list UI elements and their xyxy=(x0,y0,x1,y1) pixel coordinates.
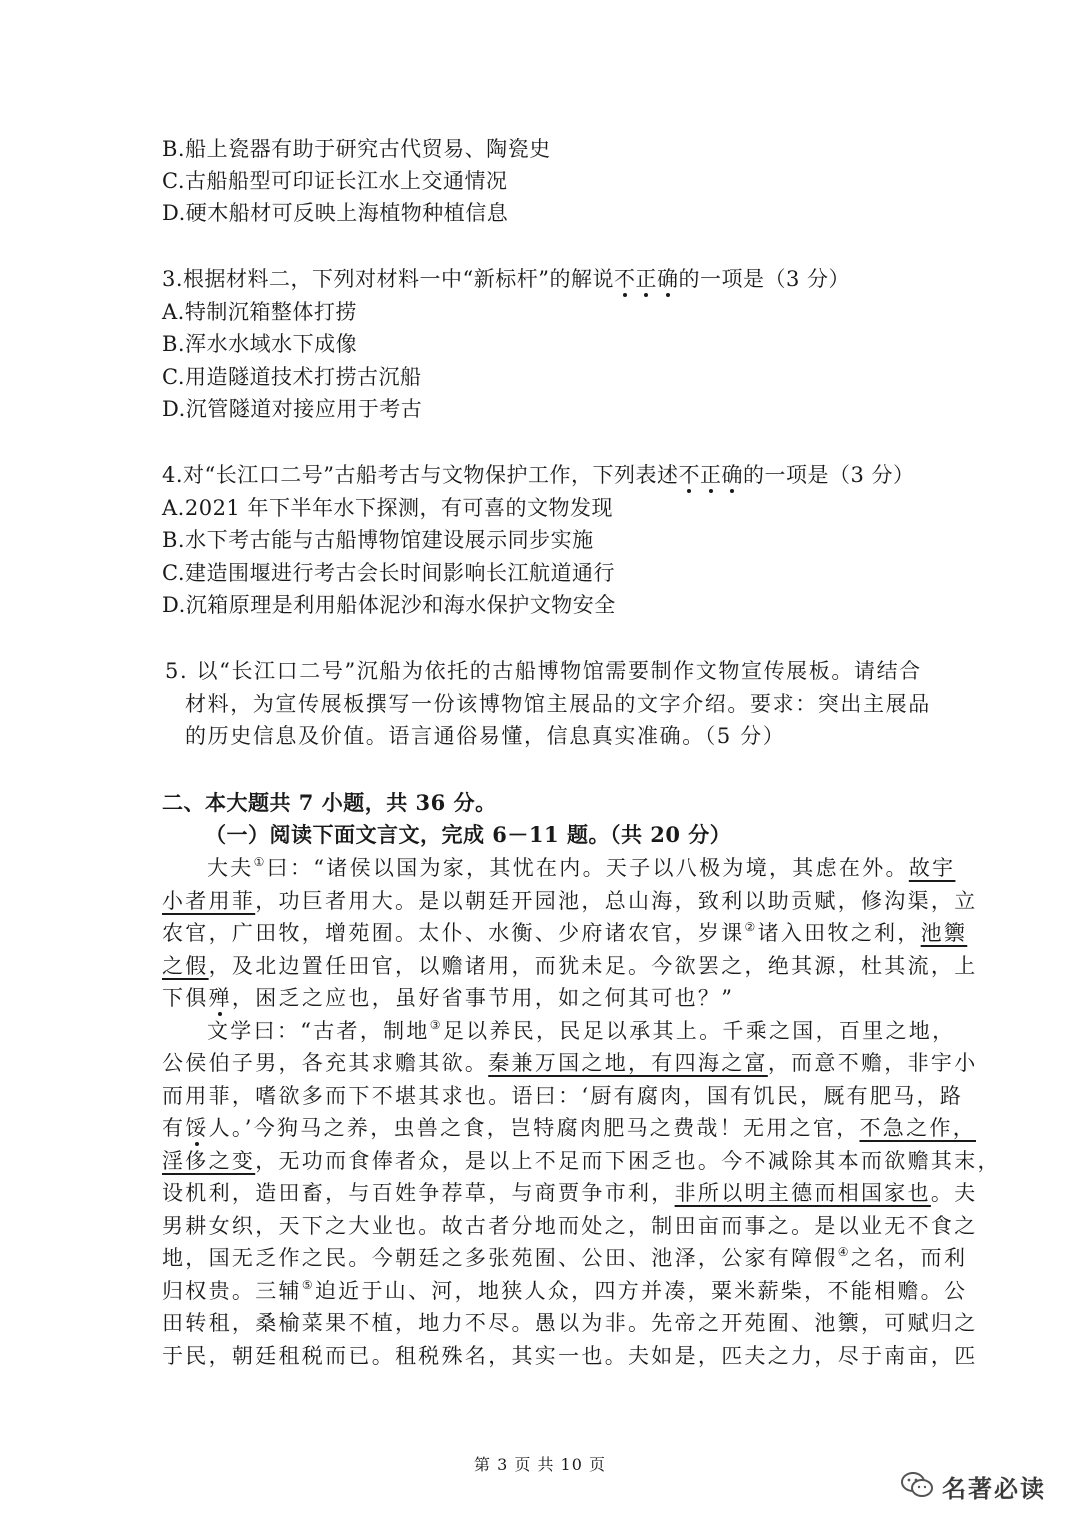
passage-line-11: 设机利，造田畜，与百姓争荐草，与商贾争市利，非所以明主德而相国家也。夫 xyxy=(162,1181,978,1205)
q5-line-3: 的历史信息及价值。语言通俗易懂，信息真实准确。（5 分） xyxy=(185,724,786,748)
emphasis-char: 殚 xyxy=(208,986,232,1010)
emphasis-char: 不 xyxy=(614,267,636,291)
q5-line-1: 5. 以“长江口二号”沉船为依托的古船博物馆需要制作文物宣传展板。请结合 xyxy=(165,659,922,683)
emphasis-char: 确 xyxy=(657,267,679,291)
passage-line-12: 男耕女织，天下之大业也。故古者分地而处之，制田亩而事之。是以业无不食之 xyxy=(162,1214,978,1238)
passage-line-2: 小者用菲，功巨者用大。是以朝廷开园池，总山海，致利以助贡赋，修沟渠，立 xyxy=(162,889,978,913)
passage-line-10: 淫侈之变，无功而食俸者众，是以上不足而下困乏也。今不减除其本而欲赡其末， xyxy=(162,1149,1001,1173)
sub-heading: （一）阅读下面文言文，完成 6－11 题。（共 20 分） xyxy=(205,822,732,847)
q2-option-b: B.船上瓷器有助于研究古代贸易、陶瓷史 xyxy=(162,137,551,161)
q3-option-c: C.用造隧道技术打捞古沉船 xyxy=(162,365,422,389)
section-heading: 二、本大题共 7 小题，共 36 分。 xyxy=(162,790,497,815)
passage-line-15: 田转租，桑榆菜果不植，地力不尽。愚以为非。先帝之开苑囿、池籞，可赋归之 xyxy=(162,1311,978,1335)
footnote-mark: ③ xyxy=(429,1018,443,1032)
q2-option-c: C.古船船型可印证长江水上交通情况 xyxy=(162,169,508,193)
q3-stem: 3.根据材料二，下列对材料一中“新标杆”的解说不正确的一项是（3 分） xyxy=(162,267,851,291)
watermark-text: 名著必读 xyxy=(942,1475,1046,1503)
passage-line-6: 文学曰：“古者，制地③足以养民，民足以承其上。千乘之国，百里之地， xyxy=(207,1018,956,1043)
passage-line-14: 归权贵。三辅⑤迫近于山、河，地狭人众，四方并凑，粟米薪柴，不能相赡。公 xyxy=(162,1278,968,1303)
passage-line-4: 之假，及北边置任田官，以赡诸用，而犹未足。今欲罢之，绝其源，杜其流，上 xyxy=(162,954,978,978)
emphasis-char: 馁 xyxy=(185,1116,209,1140)
q3-option-d: D.沉管隧道对接应用于考古 xyxy=(162,397,423,421)
q3-option-b: B.浑水水域水下成像 xyxy=(162,332,358,356)
q4-option-a: A.2021 年下半年水下探测，有可喜的文物发现 xyxy=(162,496,613,520)
q3-option-a: A.特制沉箱整体打捞 xyxy=(162,300,357,324)
q4-option-c: C.建造围堰进行考古会长时间影响长江航道通行 xyxy=(162,561,615,585)
passage-line-1: 大夫①曰：“诸侯以国为家，其忧在内。天子以八极为境，其虑在外。故宇 xyxy=(207,855,956,880)
watermark xyxy=(900,1469,1046,1504)
q4-option-b: B.水下考古能与古船博物馆建设展示同步实施 xyxy=(162,528,594,552)
q4-option-d: D.沉箱原理是利用船体泥沙和海水保护文物安全 xyxy=(162,593,616,617)
passage-line-13: 地，国无乏作之民。今朝廷之多张苑囿、公田、池泽，公家有障假④之名，而利 xyxy=(162,1245,968,1270)
q4-stem: 4.对“长江口二号”古船考古与文物保护工作，下列表述不正确的一项是（3 分） xyxy=(162,463,915,487)
passage-line-16: 于民，朝廷租税而已。租税殊名，其实一也。夫如是，匹夫之力，尽于南亩，匹 xyxy=(162,1344,978,1368)
emphasis-char: 确 xyxy=(721,463,744,487)
wechat-icon xyxy=(900,1470,934,1504)
footnote-mark: ① xyxy=(253,855,267,869)
passage-line-5: 下俱殚，困乏之应也，虽好省事节用，如之何其可也？” xyxy=(162,986,735,1010)
q2-option-d: D.硬木船材可反映上海植物种植信息 xyxy=(162,201,509,225)
passage-line-3: 农官，广田牧，增苑囿。太仆、水衡、少府诸农官，岁课②诸入田牧之利，池籞 xyxy=(162,920,968,945)
emphasis-char: 正 xyxy=(700,463,722,487)
q5-line-2: 材料，为宣传展板撰写一份该博物馆主展品的文字介绍。要求：突出主展品 xyxy=(185,692,931,716)
emphasis-char: 不 xyxy=(678,463,701,487)
passage-line-7: 公侯伯子男，各充其求赡其欲。秦兼万国之地，有四海之富，而意不赡，非宇小 xyxy=(162,1051,978,1075)
footnote-mark: ② xyxy=(744,920,758,934)
passage-line-8: 而用菲，嗜欲多而下不堪其求也。语曰：‘厨有腐肉，国有饥民，厩有肥马，路 xyxy=(162,1084,964,1108)
passage-line-9: 有馁人。’今狗马之养，虫兽之食，岂特腐肉肥马之费哉！无用之官，不急之作， xyxy=(162,1116,976,1140)
page-footer: 第 3 页 共 10 页 xyxy=(474,1455,606,1474)
footnote-mark: ④ xyxy=(837,1245,851,1259)
emphasis-char: 正 xyxy=(635,267,658,291)
footnote-mark: ⑤ xyxy=(301,1278,315,1292)
